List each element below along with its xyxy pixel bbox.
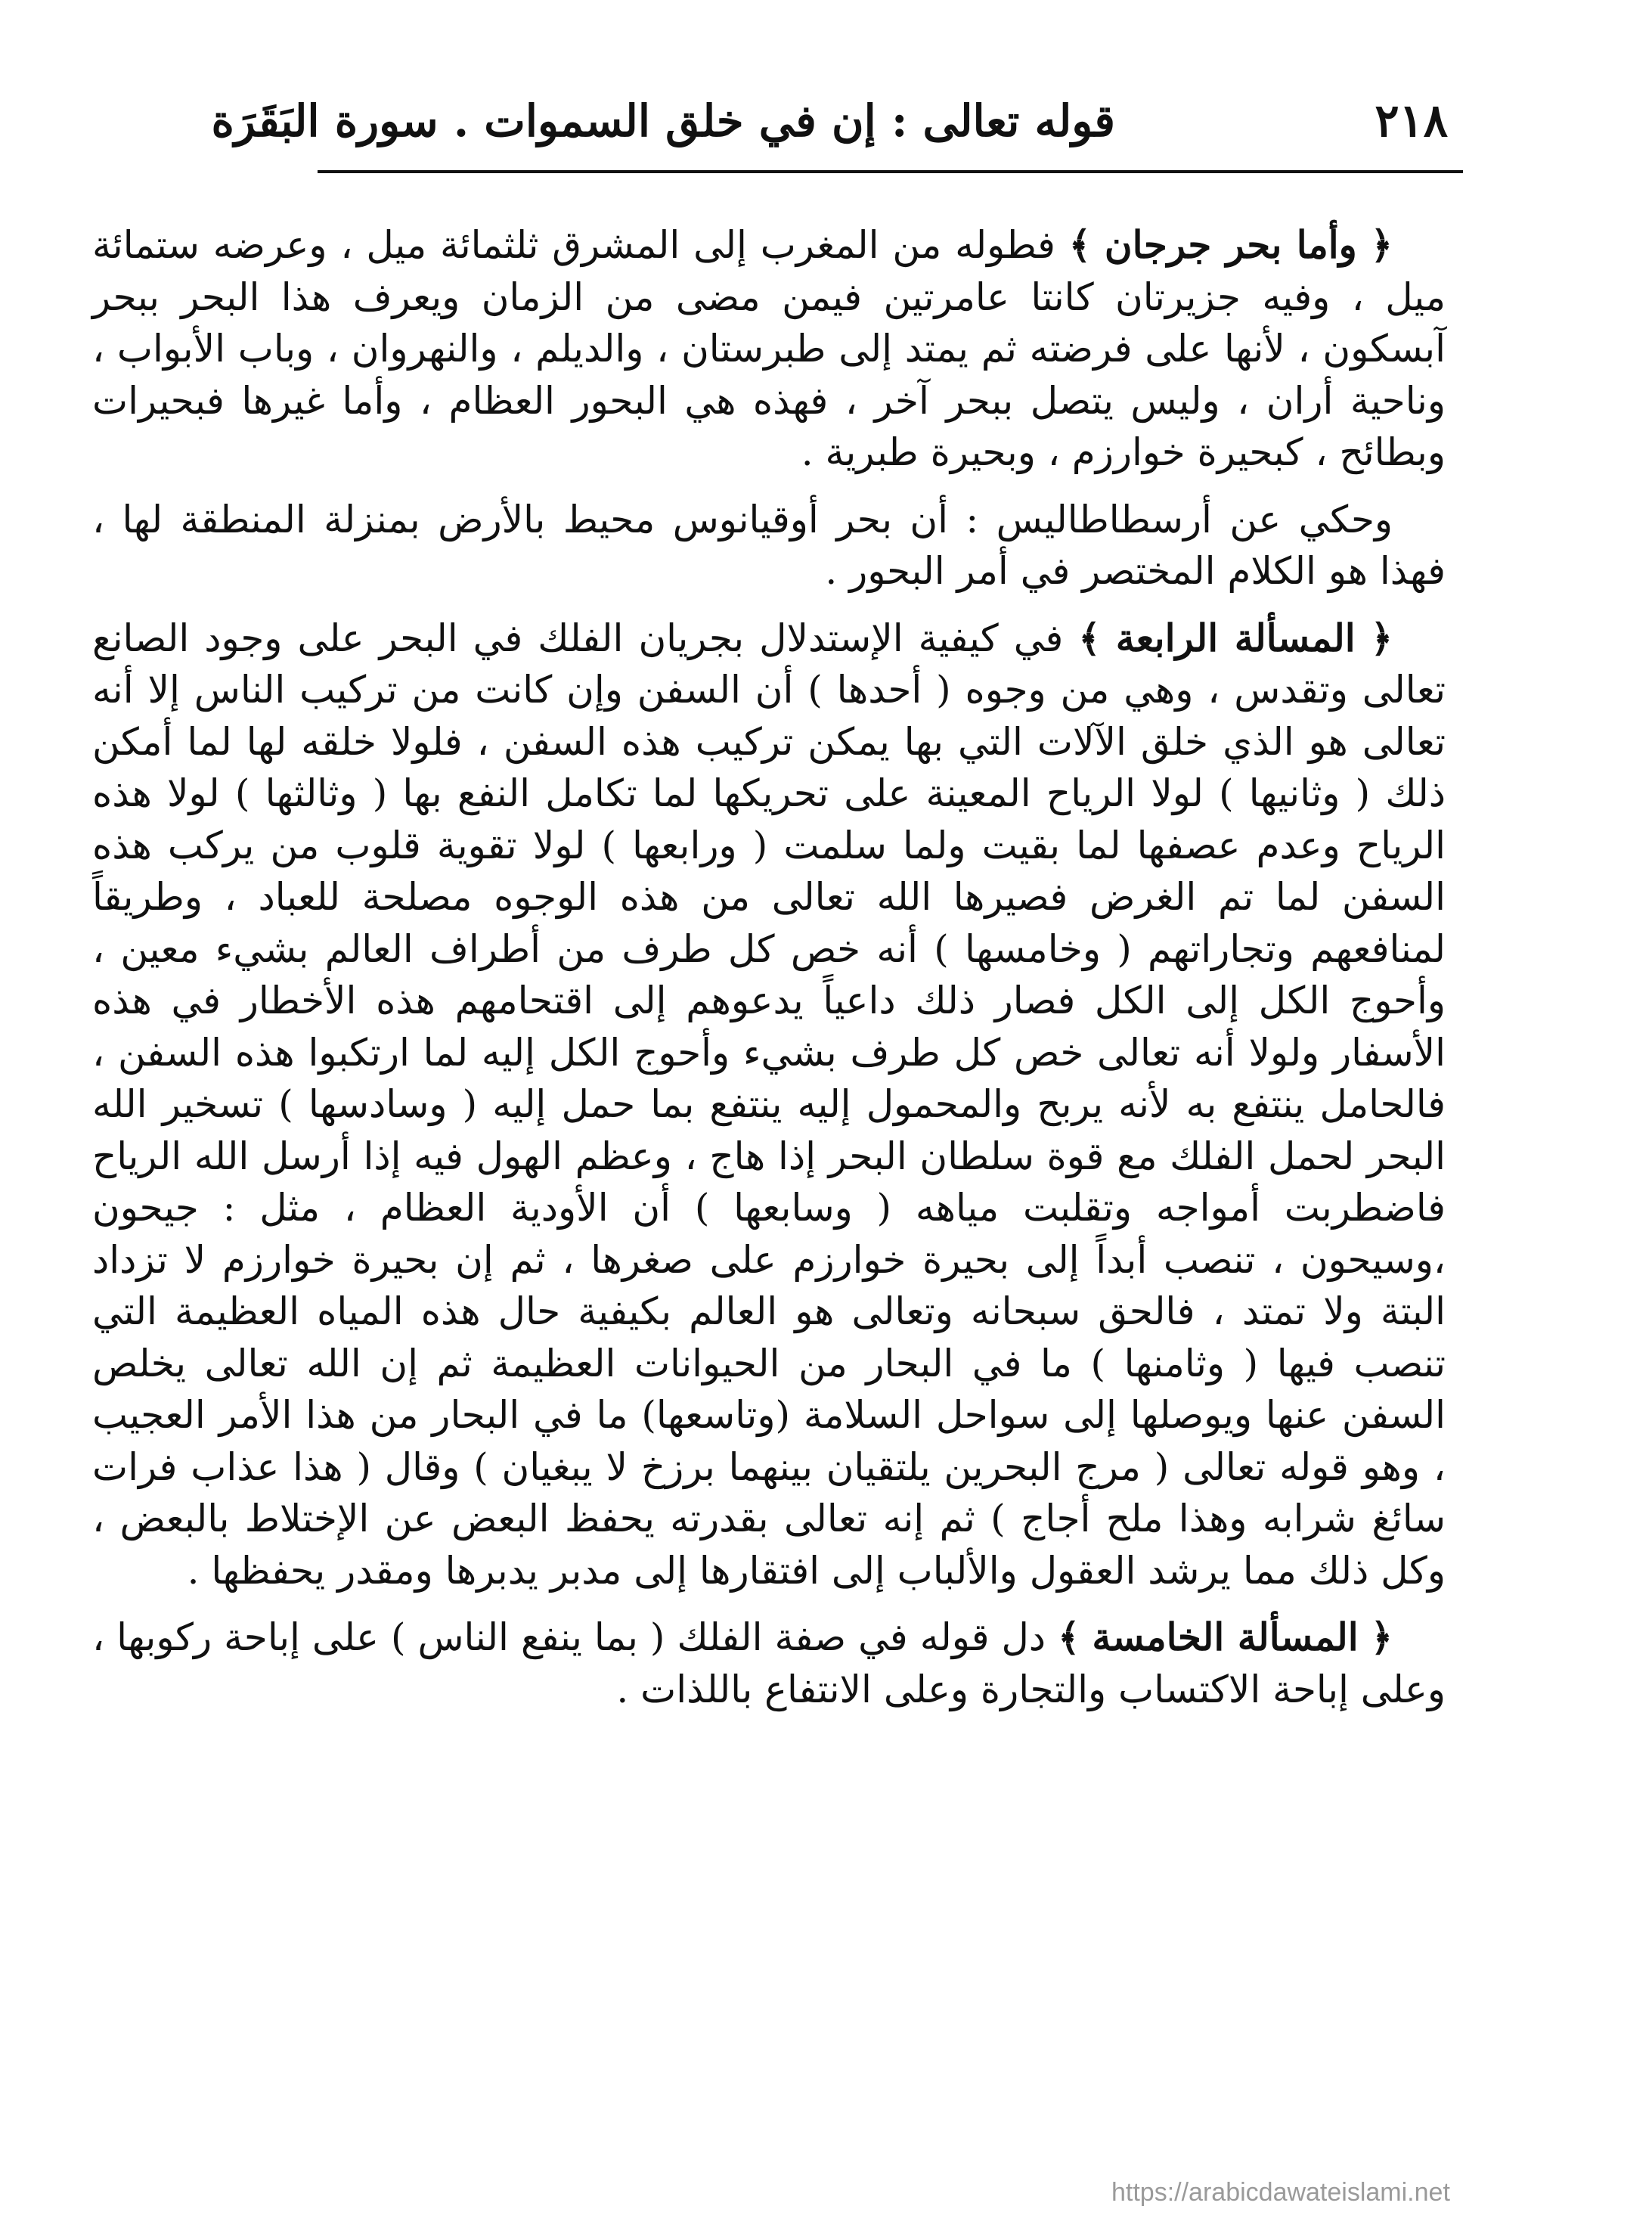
page-number: ٢١٨ [1375, 95, 1448, 147]
paragraph-aristotle [92, 494, 1446, 597]
ornate-bracket-open: ﴿ [1370, 1615, 1393, 1659]
running-title: قوله تعالى : إن في خلق السموات . سورة البَقَرَة [211, 95, 1115, 147]
page-header [211, 79, 1448, 155]
paragraph-fifth-question [92, 1612, 1446, 1715]
ornate-bracket-open: ﴿ [1370, 615, 1393, 660]
paragraph-heading: وأما بحر جرجان [1104, 222, 1357, 267]
ornate-bracket-close: ﴾ [1058, 1615, 1080, 1659]
ornate-bracket-open: ﴿ [1370, 222, 1393, 267]
header-rule [318, 170, 1463, 173]
body-text [92, 219, 1446, 1730]
paragraph-text: دل قوله في صفة الفلك ( بما ينفع الناس ) على إباحة ركوبها ، وعلى إباحة الاكتساب والتجارة وعلى الانتفاع باللذات . [92, 1615, 1446, 1711]
watermark-url: https://arabicdawateislami.net [1111, 2178, 1450, 2207]
ornate-bracket-close: ﴾ [1078, 615, 1101, 660]
paragraph-bahr-jurjan [92, 219, 1446, 479]
paragraph-text: وحكي عن أرسطاطاليس : أن بحر أوقيانوس محيط بالأرض بمنزلة المنطقة لها ، فهذا هو الكلام المختصر في أمر البحور . [92, 497, 1446, 593]
paragraph-text: في كيفية الإستدلال بجريان الفلك في البحر على وجود الصانع تعالى وتقدس ، وهي من وجوه ( أحدها ) أن السفن وإن كانت من تركيب الناس إلا أنه تعالى هو الذي خلق الآلات التي بها يمكن تركيب هذه السفن ، فلولا خلقه لها لما أمكن ذلك ( وثانيها ) لولا الرياح المعينة على تحريكها لما تكامل النفع بها ( وثالثها ) لولا هذه الرياح وعدم عصفها لما بقيت ولما سلمت ( ورابعها ) لولا تقوية قلوب من يركب هذه السفن لما تم الغرض فصيرها الله تعالى من هذه الوجوه مصلحة للعباد ، وطريقاً لمنافعهم وتجاراتهم ( وخامسها ) أنه خص كل طرف من أطراف العالم بشيء معين ، وأحوج الكل إلى الكل فصار ذلك داعياً يدعوهم إلى اقتحامهم هذه الأخطار في هذه الأسفار ولولا أنه تعالى خص كل طرف بشيء وأحوج الكل إليه لما ارتكبوا هذه السفن ، فالحامل ينتفع به لأنه يربح والمحمول إليه ينتفع بما حمل إليه ( وسادسها ) تسخير الله البحر لحمل الفلك مع قوة سلطان البحر إذا هاج ، وعظم الهول فيه إذا أرسل الله الرياح فاضطربت أمواجه وتقلبت مياهه ( وسابعها ) أن الأودية العظام ، مثل : جيحون ،وسيحون ، تنصب أبداً إلى بحيرة خوارزم على صغرها ، ثم إن بحيرة خوارزم لا تزداد البتة ولا تمتد ، فالحق سبحانه وتعالى هو العالم بكيفية حال هذه المياه العظيمة التي تنصب فيها ( وثامنها ) ما في البحار من الحيوانات العظيمة ثم إن الله تعالى يخلص السفن عنها ويوصلها إلى سواحل السلامة (وتاسعها) ما في البحار من هذا الأمر العجيب ، وهو قوله تعالى ( مرج البحرين يلتقيان بينهما برزخ لا يبغيان ) وقال ( هذا عذاب فرات سائغ شرابه وهذا ملح أجاج ) ثم إنه تعالى بقدرته يحفظ البعض عن الإختلاط بالبعض ، وكل ذلك مما يرشد العقول والألباب إلى افتقارها إلى مدبر يدبرها ومقدر يحفظها . [92, 616, 1446, 1593]
paragraph-text: فطوله من المغرب إلى المشرق ثلثمائة ميل ، وعرضه ستمائة ميل ، وفيه جزيرتان كانتا عامرتين فيمن مضى من الزمان ويعرف هذا البحر ببحر آبسكون ، لأنها على فرضته ثم يمتد إلى طبرستان ، والديلم ، والنهروان ، وباب الأبواب ، وناحية أران ، وليس يتصل ببحر آخر ، فهذه هي البحور العظام ، وأما غيرها فبحيرات وبطائح ، كبحيرة خوارزم ، وبحيرة طبرية . [92, 223, 1446, 474]
ornate-bracket-close: ﴾ [1068, 222, 1092, 267]
paragraph-fourth-question [92, 613, 1446, 1597]
paragraph-heading: المسألة الرابعة [1115, 615, 1356, 660]
paragraph-heading: المسألة الخامسة [1092, 1615, 1359, 1659]
